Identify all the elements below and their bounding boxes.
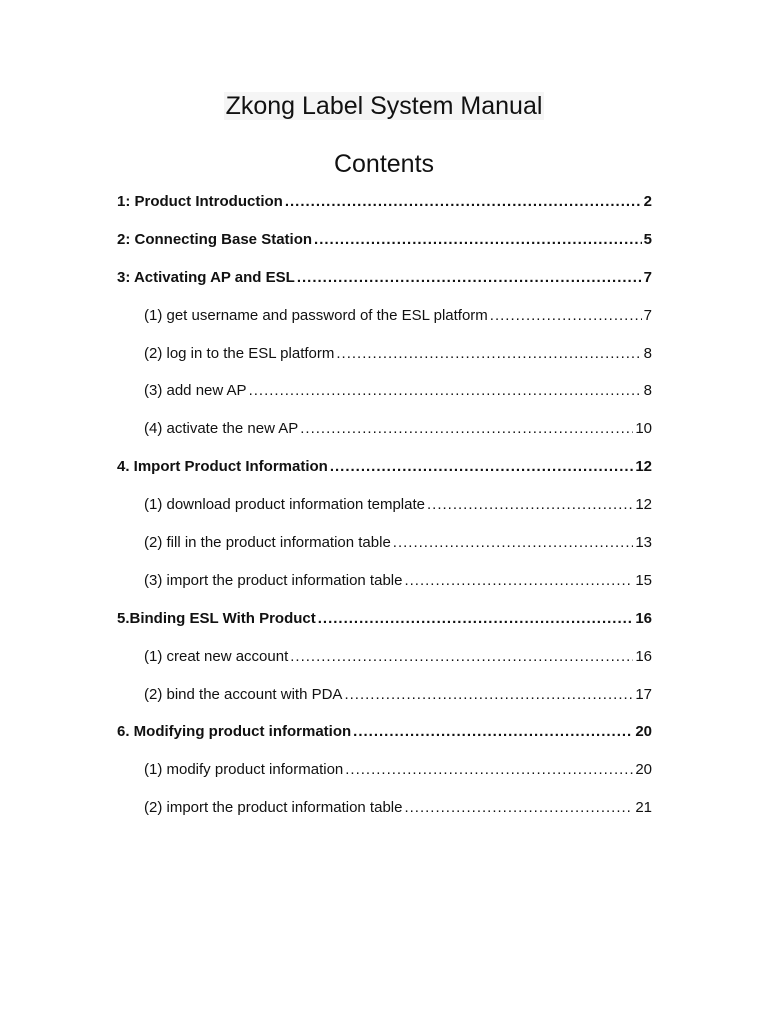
toc-dot-leader bbox=[427, 486, 633, 524]
toc-dot-leader bbox=[336, 335, 641, 373]
toc-entry-title: 4. Import Product Information bbox=[117, 458, 328, 476]
toc-dot-leader bbox=[318, 600, 634, 638]
toc-page-number: 13 bbox=[635, 534, 652, 552]
toc-subsection-entry[interactable] bbox=[117, 524, 652, 562]
toc-entry-title: (1) get username and password of the ESL platform bbox=[144, 306, 488, 324]
toc-dot-leader bbox=[285, 183, 642, 221]
toc-section-entry[interactable] bbox=[117, 600, 652, 638]
toc-page-number: 8 bbox=[643, 344, 652, 362]
toc-entry-title: (2) bind the account with PDA bbox=[144, 685, 343, 703]
toc-entry-title: 1: Product Introduction bbox=[117, 193, 283, 210]
toc-subsection-entry[interactable] bbox=[117, 410, 652, 448]
toc-subsection-entry[interactable] bbox=[117, 372, 652, 410]
document-title-text: Zkong Label System Manual bbox=[225, 92, 543, 120]
toc-page-number: 10 bbox=[635, 420, 652, 438]
toc-dot-leader bbox=[404, 562, 633, 600]
toc-page-number: 20 bbox=[635, 761, 652, 779]
toc-page-number: 8 bbox=[643, 382, 652, 400]
toc-dot-leader bbox=[345, 751, 633, 789]
toc-entry-title: (4) activate the new AP bbox=[144, 420, 299, 438]
toc-entry-title: (2) log in to the ESL platform bbox=[144, 344, 335, 362]
toc-page-number: 2 bbox=[643, 193, 652, 210]
toc-subsection-entry[interactable] bbox=[117, 335, 652, 373]
table-of-contents bbox=[117, 183, 652, 827]
toc-dot-leader bbox=[297, 259, 642, 297]
toc-dot-leader bbox=[353, 713, 633, 751]
toc-subsection-entry[interactable] bbox=[117, 751, 652, 789]
toc-dot-leader bbox=[393, 524, 634, 562]
toc-subsection-entry[interactable] bbox=[117, 638, 652, 676]
toc-section-entry[interactable] bbox=[117, 713, 652, 751]
contents-heading: Contents bbox=[333, 150, 435, 178]
toc-entry-title: (1) creat new account bbox=[144, 647, 289, 665]
document-title bbox=[0, 88, 768, 124]
toc-entry-title: (2) import the product information table bbox=[144, 799, 403, 817]
toc-page-number: 12 bbox=[635, 458, 652, 476]
toc-subsection-entry[interactable] bbox=[117, 562, 652, 600]
toc-page-number: 21 bbox=[635, 799, 652, 817]
toc-entry-title: (2) fill in the product information table bbox=[144, 534, 391, 552]
toc-page-number: 5 bbox=[643, 230, 652, 248]
toc-dot-leader bbox=[314, 221, 642, 259]
toc-subsection-entry[interactable] bbox=[117, 297, 652, 335]
toc-section-entry[interactable] bbox=[117, 221, 652, 259]
toc-page-number: 17 bbox=[635, 685, 652, 703]
toc-page-number: 12 bbox=[635, 496, 652, 514]
toc-entry-title: (3) add new AP bbox=[144, 382, 247, 400]
toc-entry-title: 2: Connecting Base Station bbox=[117, 230, 313, 248]
toc-entry-title: 6. Modifying product information bbox=[117, 723, 352, 741]
toc-page-number: 16 bbox=[635, 609, 652, 627]
toc-dot-leader bbox=[490, 297, 642, 335]
toc-page-number: 7 bbox=[643, 268, 652, 286]
toc-page-number: 20 bbox=[635, 723, 652, 741]
toc-dot-leader bbox=[404, 789, 633, 827]
toc-dot-leader bbox=[290, 638, 633, 676]
toc-entry-title: 3: Activating AP and ESL bbox=[117, 268, 295, 286]
toc-dot-leader bbox=[330, 448, 633, 486]
toc-page-number: 15 bbox=[635, 571, 652, 589]
toc-entry-title: (1) modify product information bbox=[144, 761, 344, 779]
toc-subsection-entry[interactable] bbox=[117, 676, 652, 714]
toc-section-entry[interactable] bbox=[117, 183, 652, 221]
toc-dot-leader bbox=[249, 372, 642, 410]
toc-entry-title: (3) import the product information table bbox=[144, 571, 403, 589]
toc-subsection-entry[interactable] bbox=[117, 486, 652, 524]
toc-section-entry[interactable] bbox=[117, 259, 652, 297]
toc-page-number: 7 bbox=[643, 306, 652, 324]
toc-page-number: 16 bbox=[635, 647, 652, 665]
toc-dot-leader bbox=[300, 410, 633, 448]
toc-section-entry[interactable] bbox=[117, 448, 652, 486]
toc-entry-title: (1) download product information template bbox=[144, 496, 425, 514]
toc-entry-title: 5.Binding ESL With Product bbox=[117, 609, 316, 627]
toc-dot-leader bbox=[344, 676, 633, 714]
toc-subsection-entry[interactable] bbox=[117, 789, 652, 827]
